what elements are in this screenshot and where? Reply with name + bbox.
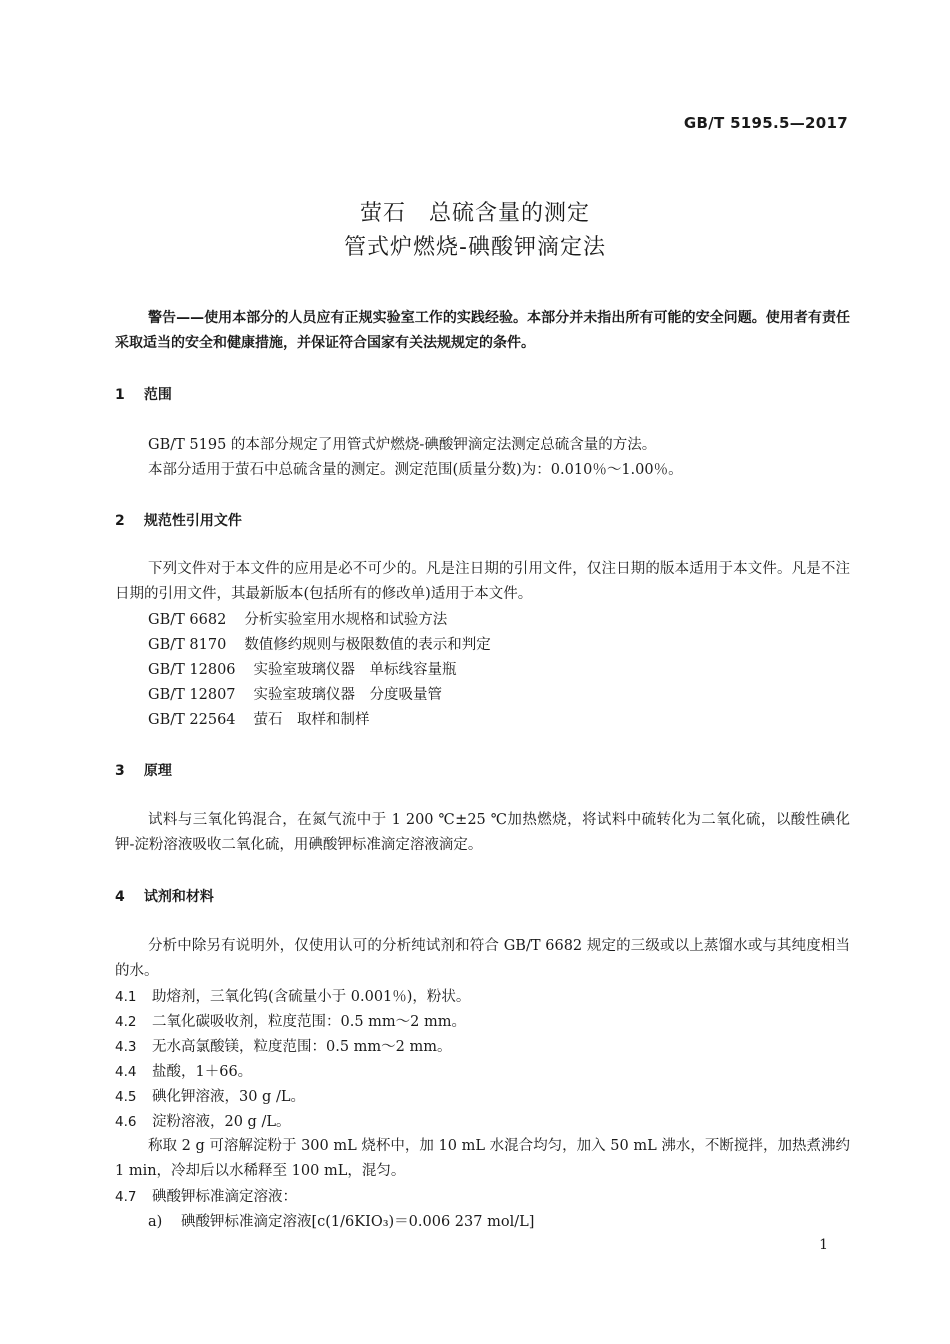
sub-item-text: 碘酸钾标准滴定溶液[c(1/6KIO₃)＝0.006 237 mol/L]: [181, 1214, 535, 1230]
section-title: 规范性引用文件: [143, 513, 242, 529]
reference-code: GB/T 12806: [148, 662, 236, 678]
reference-item: [148, 683, 442, 704]
section-title: 范围: [143, 387, 172, 403]
section-1-paragraph-2: 本部分适用于萤石中总硫含量的测定。测定范围(质量分数)为：0.010％～1.00％。: [148, 462, 683, 478]
section-2-intro: 下列文件对于本文件的应用是必不可少的。凡是注日期的引用文件，仅注日期的版本适用于本文件。凡是不注日期的引用文件，其最新版本(包括所有的修改单)适用于本文件。: [115, 561, 850, 602]
item-text: 二氧化碳吸收剂，粒度范围：0.5 mm～2 mm。: [152, 1014, 467, 1030]
standard-code: GB/T 5195.5—2017: [683, 114, 848, 132]
item-number: 4.2: [115, 1014, 137, 1030]
list-item: [115, 1185, 297, 1206]
item-text: 碘化钾溶液，30 g /L。: [152, 1089, 305, 1105]
reference-item: [148, 633, 491, 654]
section-title: 原理: [143, 763, 172, 779]
section-title: 试剂和材料: [143, 889, 214, 905]
item-number: 4.4: [115, 1064, 137, 1080]
item-number: 4.5: [115, 1089, 137, 1105]
reference-code: GB/T 12807: [148, 687, 236, 703]
list-item: [115, 1035, 452, 1056]
item-text: 盐酸，1＋66。: [152, 1064, 253, 1080]
section-2-heading: [115, 510, 242, 530]
reference-code: GB/T 6682: [148, 612, 227, 628]
item-text: 无水高氯酸镁，粒度范围：0.5 mm～2 mm。: [152, 1039, 452, 1055]
section-3-paragraph: 试料与三氧化钨混合，在氮气流中于 1 200 ℃±25 ℃加热燃烧，将试料中硫转化为二氧化硫，以酸性碘化钾-淀粉溶液吸收二氧化硫，用碘酸钾标准滴定溶液滴定。: [115, 812, 850, 853]
sub-item: [148, 1210, 534, 1231]
sub-item-label: a): [148, 1214, 163, 1230]
item-number: 4.3: [115, 1039, 137, 1055]
section-number: 3: [115, 763, 125, 779]
section-4-heading: [115, 886, 214, 906]
reference-title: 数值修约规则与极限数值的表示和判定: [244, 637, 491, 653]
list-item: [115, 985, 470, 1006]
section-1-heading: [115, 384, 172, 404]
item-number: 4.1: [115, 989, 137, 1005]
reference-title: 实验室玻璃仪器 单标线容量瓶: [253, 662, 457, 678]
reference-title: 萤石 取样和制样: [253, 712, 370, 728]
reference-code: GB/T 22564: [148, 712, 236, 728]
reference-code: GB/T 8170: [148, 637, 227, 653]
section-3-heading: [115, 760, 172, 780]
reference-title: 实验室玻璃仪器 分度吸量管: [253, 687, 443, 703]
list-item: [115, 1060, 252, 1081]
list-item: [115, 1110, 290, 1131]
item-text: 淀粉溶液，20 g /L。: [152, 1114, 291, 1130]
item-number: 4.6: [115, 1114, 137, 1130]
list-item: [115, 1010, 466, 1031]
starch-preparation-note: 称取 2 g 可溶解淀粉于 300 mL 烧杯中，加 10 mL 水混合均匀，加入 50 mL 沸水，不断搅拌，加热煮沸约 1 min，冷却后以水稀释至 100 mL，混匀。: [115, 1138, 850, 1179]
title-line-1: 萤石 总硫含量的测定: [359, 201, 590, 226]
title-line-2: 管式炉燃烧-碘酸钾滴定法: [344, 235, 606, 260]
reference-item: [148, 658, 457, 679]
reference-item: [148, 608, 447, 629]
item-number: 4.7: [115, 1189, 137, 1205]
section-1-paragraph-1: GB/T 5195 的本部分规定了用管式炉燃烧-碘酸钾滴定法测定总硫含量的方法。: [148, 437, 657, 453]
reference-title: 分析实验室用水规格和试验方法: [244, 612, 448, 628]
page-number: 1: [819, 1237, 828, 1253]
section-number: 4: [115, 889, 125, 905]
list-item: [115, 1085, 305, 1106]
item-text: 碘酸钾标准滴定溶液：: [152, 1189, 297, 1205]
item-text: 助熔剂，三氧化钨(含硫量小于 0.001％)，粉状。: [152, 989, 471, 1005]
warning-paragraph: 警告——使用本部分的人员应有正规实验室工作的实践经验。本部分并未指出所有可能的安全问题。使用者有责任采取适当的安全和健康措施，并保证符合国家有关法规规定的条件。: [115, 310, 850, 351]
reference-item: [148, 708, 370, 729]
section-number: 2: [115, 513, 125, 529]
section-number: 1: [115, 387, 125, 403]
section-4-intro: 分析中除另有说明外，仅使用认可的分析纯试剂和符合 GB/T 6682 规定的三级或以上蒸馏水或与其纯度相当的水。: [115, 938, 850, 979]
